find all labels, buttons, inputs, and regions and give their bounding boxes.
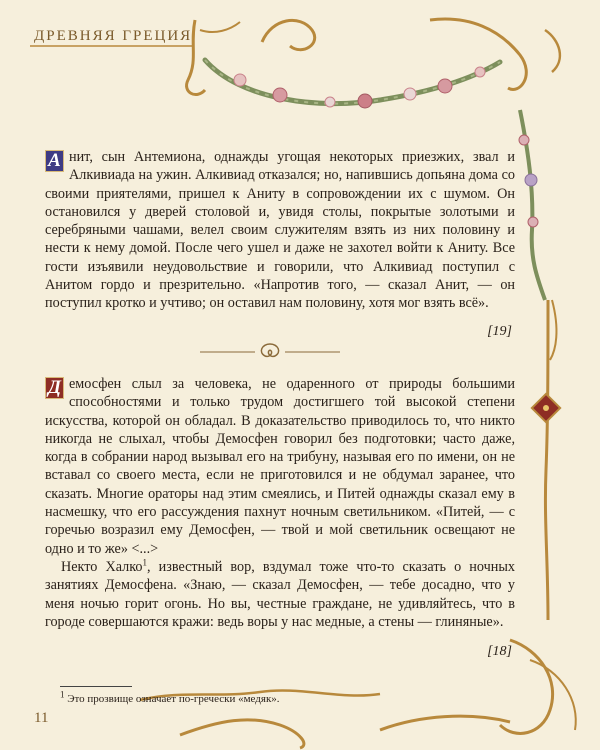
footnote-mark[interactable]: 1: [142, 557, 147, 568]
garland-rose: [273, 88, 287, 102]
garland-flower: [525, 174, 537, 186]
story-demosthenes: [45, 375, 515, 631]
page-number: 11: [34, 710, 49, 726]
garland-rose: [438, 79, 452, 93]
garland-rose: [325, 97, 335, 107]
source-reference: [19]: [487, 324, 512, 339]
garland-rose: [475, 67, 485, 77]
story-anit: [45, 148, 515, 313]
bottom-center-scroll: [380, 716, 510, 730]
story-anit-paragraph: [45, 148, 515, 313]
top-right-curl: [545, 30, 560, 72]
footnote-number: 1: [60, 689, 65, 700]
running-title: ДРЕВНЯЯ ГРЕЦИЯ: [34, 28, 193, 44]
jewel-center: [543, 405, 549, 411]
halko-text-end: , известный вор, вздумал тоже что-то сказать о ночных занятиях Демосфена. «Знаю, — сказал Демосфен, — тебе досадно, что у меня ночью горит огонь. Но вы, честные граждане, не удивляйтесь, что в городе совершаются кражи: ведь воры у нас медные, а стены — глиняные».: [45, 558, 515, 630]
dropcap-letter: Д: [45, 377, 64, 399]
divider-flourish: [261, 344, 278, 356]
halko-text-start: Некто Халко: [61, 558, 143, 575]
garland-rose: [528, 217, 538, 227]
garland-rose: [234, 74, 246, 86]
footnote: [60, 689, 280, 705]
garland-rose: [519, 135, 529, 145]
footnote-text: Это прозвище означает по-гречески «медяк».: [64, 693, 280, 705]
right-border: [545, 300, 548, 620]
dropcap-letter: А: [45, 150, 64, 172]
source-reference: [18]: [487, 644, 512, 659]
garland-rose: [404, 88, 416, 100]
top-scroll-curl: [200, 22, 240, 32]
garland-rose: [358, 94, 372, 108]
garland-leaves: [205, 60, 500, 104]
bottom-left-scroll: [180, 720, 304, 748]
story-anit-text: нит, сын Антемиона, однажды угощая некоторых приезжих, звал и Алкивиада на ужин. Алкивиад отказался; но, напившись допьяна дома со своими приятелями, пришел к Аниту в сопровождении их с шумом. Он остановился у дверей столовой и, увидя столы, покрытые золотыми и серебряными чашами, велел своим служителям взять из них половину и нести к нему домой. После чего ушел и даже не захотел войти к Аниту. Все гости изъявили неудовольствие и говорили, что Алкивиад поступил с Анитом гордо и презрительно. «Напротив того, — сказал Анит, — он поступил кротко и учтиво; он оставил нам половину, хотя мог взять всё».: [45, 149, 515, 312]
story-demosthenes-paragraph: [45, 375, 515, 558]
story-demosthenes-text: емосфен слыл за человека, не одаренного от природы большими способностями и только трудом достигшего той высокой степени искусства, которой он обладал. В доказательство приводилось то, что никто никогда не слыхал, чтобы Демосфен говорил без подготовки; часто даже, когда в собрании народ вызывал его на трибуну, называя его по имени, он не вставал со своего места, если не приготовился и не обдумал заранее, что сказать. Многие ораторы над этим смеялись, и Питей однажды сказал ему в насмешку, что его рассуждения пахнут ночным светильником. «Питей, — с горечью возразил ему Демосфен, — твой и мой светильник освещают не одно и то же» <...>: [45, 376, 515, 557]
footnote-rule: [60, 686, 132, 687]
story-halko-paragraph: [45, 558, 515, 631]
top-cartouche: [262, 20, 315, 49]
right-curl: [550, 300, 556, 360]
